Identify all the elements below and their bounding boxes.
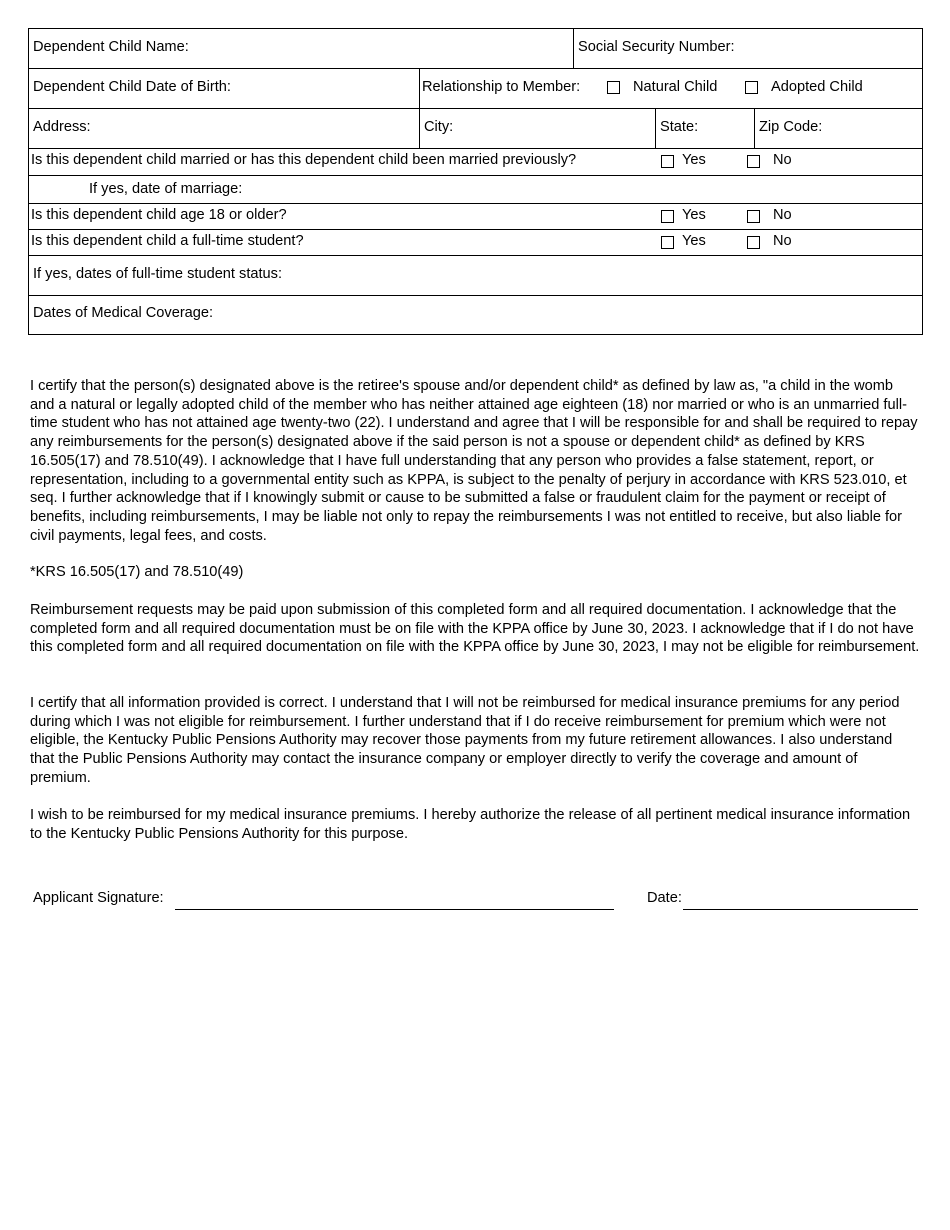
student-question: Is this dependent child a full-time student? xyxy=(31,233,304,249)
row-divider xyxy=(28,108,923,109)
cell-divider xyxy=(655,108,656,148)
zip-code-label: Zip Code: xyxy=(759,119,823,135)
reimbursement-paragraph: Reimbursement requests may be paid upon submission of this completed form and all required documentation. I acknowledge that the completed form and all required documentation must be on file with the KPPA office by June 30, 2023. I acknowledge that if I do not have this completed form and all required documentation on file with the KPPA office by June 30, 2023, I may not be eligible for reimbursement. xyxy=(30,602,920,656)
certification-paragraph: I certify that the person(s) designated above is the retiree's spouse and/or dependent child* as defined by law as, "a child in the womb and a natural or legally adopted child of the member who has neither attained age eighteen (18) nor married or who is an unmarried full-time student who has not attained age twenty-two (22). I understand and agree that I will be responsible for and shall be required to repay any reimbursements for the person(s) designated above if the said person is not a spouse or dependent child* as defined by KRS 16.505(17) and 78.510(49). I acknowledge that I have full understanding that any person who provides a false statement, report, or representation, including to a governmental entity such as KPPA, is subject to the penalty of perjury in accordance with KRS 523.010, et seq. I further acknowledge that if I knowingly submit or cause to be submitted a false or fraudulent claim for the payment or receipt of benefits, including reimbursements, I may be liable not only to repay the reimbursements I was not entitled to receive, but also liable for civil payments, legal fees, and costs. xyxy=(30,378,918,544)
dependent-child-name-label: Dependent Child Name: xyxy=(33,39,189,55)
adopted-child-checkbox[interactable] xyxy=(745,81,758,94)
married-yes-label: Yes xyxy=(682,152,706,168)
adopted-child-label: Adopted Child xyxy=(771,79,863,95)
row-divider xyxy=(28,203,923,204)
city-label: City: xyxy=(424,119,454,135)
natural-child-label: Natural Child xyxy=(633,79,718,95)
marriage-date-label: If yes, date of marriage: xyxy=(89,181,243,197)
row-divider xyxy=(28,295,923,296)
coverage-dates-label: Dates of Medical Coverage: xyxy=(33,305,214,321)
information-certification-paragraph: I certify that all information provided is correct. I understand that I will not be reimbursed for medical insurance premiums for any period during which I was not eligible for reimbursement. I further understand that if I do receive reimbursement for premium which were not eligible, the Kentucky Public Pensions Authority may recover those payments from my future retirement allowances. I also understand that the Public Pensions Authority may contact the insurance company or employer directly to verify the coverage and amount of premium. xyxy=(30,695,900,786)
authorization-paragraph: I wish to be reimbursed for my medical insurance premiums. I hereby authorize the release of all pertinent medical insurance information to the Kentucky Public Pensions Authority for this purpose. xyxy=(30,807,911,842)
krs-footnote: *KRS 16.505(17) and 78.510(49) xyxy=(30,564,244,580)
age-no-checkbox[interactable] xyxy=(747,210,760,223)
student-no-label: No xyxy=(773,233,792,249)
ssn-label: Social Security Number: xyxy=(578,39,735,55)
row-divider xyxy=(28,148,923,149)
row-divider xyxy=(28,229,923,230)
date-of-birth-label: Dependent Child Date of Birth: xyxy=(33,79,231,95)
applicant-signature-label: Applicant Signature: xyxy=(33,890,164,906)
age-yes-checkbox[interactable] xyxy=(661,210,674,223)
state-label: State: xyxy=(660,119,699,135)
student-yes-checkbox[interactable] xyxy=(661,236,674,249)
age-question: Is this dependent child age 18 or older? xyxy=(31,207,287,223)
age-no-label: No xyxy=(773,207,792,223)
married-question: Is this dependent child married or has this dependent child been married previously? xyxy=(31,152,577,168)
married-yes-checkbox[interactable] xyxy=(661,155,674,168)
married-no-checkbox[interactable] xyxy=(747,155,760,168)
row-divider xyxy=(28,68,923,69)
student-no-checkbox[interactable] xyxy=(747,236,760,249)
cell-divider xyxy=(419,68,420,148)
applicant-signature-line[interactable] xyxy=(175,909,614,910)
student-yes-label: Yes xyxy=(682,233,706,249)
address-label: Address: xyxy=(33,119,91,135)
cell-divider xyxy=(573,28,574,68)
married-no-label: No xyxy=(773,152,792,168)
row-divider xyxy=(28,255,923,256)
relationship-label: Relationship to Member: xyxy=(422,79,581,95)
date-line[interactable] xyxy=(683,909,918,910)
row-divider xyxy=(28,175,923,176)
natural-child-checkbox[interactable] xyxy=(607,81,620,94)
student-dates-label: If yes, dates of full-time student status: xyxy=(33,266,283,282)
cell-divider xyxy=(754,108,755,148)
date-label: Date: xyxy=(647,890,682,906)
age-yes-label: Yes xyxy=(682,207,706,223)
